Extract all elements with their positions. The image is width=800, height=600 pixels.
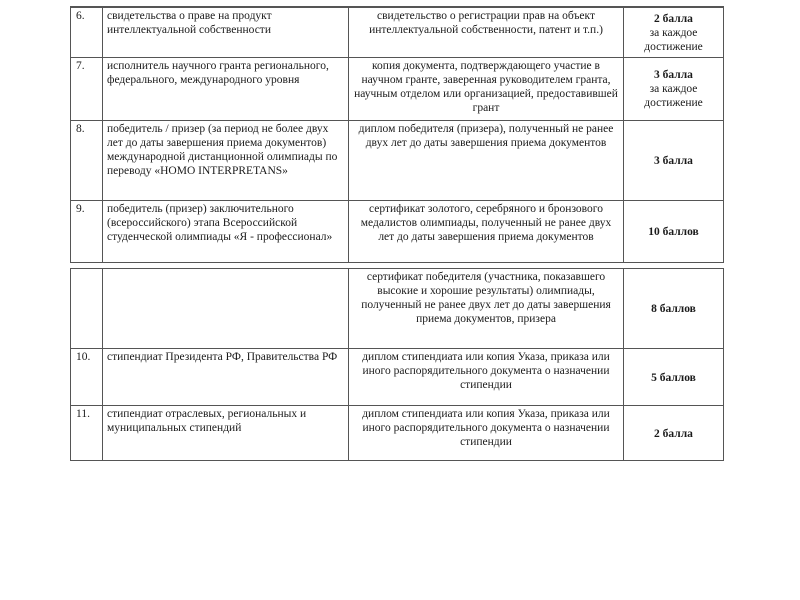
document-cell: диплом победителя (призера), полученный не ранее двух лет до даты завершения приема документов xyxy=(349,120,624,200)
score-cell xyxy=(624,200,724,262)
criteria-table-top xyxy=(70,6,724,263)
score-value: 3 балла xyxy=(654,69,693,81)
score-cell xyxy=(624,269,724,349)
table-row-10 xyxy=(71,349,724,406)
score-cell xyxy=(624,7,724,57)
table-row-11 xyxy=(71,406,724,461)
score-value: 2 балла xyxy=(654,427,693,440)
score-cell xyxy=(624,57,724,120)
criterion-cell: свидетельства о праве на продукт интеллектуальной собственности xyxy=(103,7,349,57)
document-cell: диплом стипендиата или копия Указа, приказа или иного распорядительного документа о назначении стипендии xyxy=(349,349,624,406)
table-row-9 xyxy=(71,200,724,262)
criterion-cell: исполнитель научного гранта регионального, федерального, международного уровня xyxy=(103,57,349,120)
score-cell xyxy=(624,349,724,406)
row-number: 8. xyxy=(71,120,103,200)
criterion-cell xyxy=(103,269,349,349)
document-cell: диплом стипендиата или копия Указа, приказа или иного распорядительного документа о назначении стипендии xyxy=(349,406,624,461)
table-row-7 xyxy=(71,57,724,120)
table-row-8 xyxy=(71,120,724,200)
criterion-cell: победитель (призер) заключительного (всероссийского) этапа Всероссийской студенческой олимпиады «Я - профессионал» xyxy=(103,200,349,262)
row-number: 11. xyxy=(71,406,103,461)
score-cell xyxy=(624,120,724,200)
criterion-cell: стипендиат Президента РФ, Правительства РФ xyxy=(103,349,349,406)
table-row-9-continued xyxy=(71,269,724,349)
score-value: 2 балла xyxy=(654,12,693,25)
criteria-table-bottom xyxy=(70,268,724,461)
row-number xyxy=(71,269,103,349)
document-cell: сертификат золотого, серебряного и бронзового медалистов олимпиады, полученный не ранее двух лет до даты завершения приема документов xyxy=(349,200,624,262)
row-number: 7. xyxy=(71,57,103,120)
score-note: за каждое достижение xyxy=(644,26,703,53)
score-value: 3 балла xyxy=(654,154,693,167)
row-number: 6. xyxy=(71,7,103,57)
score-note: за каждое достижение xyxy=(644,83,703,109)
row-number: 10. xyxy=(71,349,103,406)
criterion-cell: стипендиат отраслевых, региональных и муниципальных стипендий xyxy=(103,406,349,461)
score-value: 8 баллов xyxy=(651,303,696,315)
score-cell xyxy=(624,406,724,461)
criterion-cell: победитель / призер (за период не более двух лет до даты завершения приема документов) международной дистанционной олимпиады по переводу «HOMO INTERPRETANS» xyxy=(103,120,349,200)
row-number: 9. xyxy=(71,200,103,262)
score-value: 5 баллов xyxy=(651,371,696,384)
document-cell: копия документа, подтверждающего участие в научном гранте, заверенная руководителем гранта, научным отделом или организацией, предоставившей грант xyxy=(349,57,624,120)
table-row-6 xyxy=(71,7,724,57)
document-cell: сертификат победителя (участника, показавшего высокие и хорошие результаты) олимпиады, полученный не ранее двух лет до даты завершения приема документов, призера xyxy=(349,269,624,349)
document-cell: свидетельство о регистрации прав на объект интеллектуальной собственности, патент и т.п.) xyxy=(349,7,624,57)
score-value: 10 баллов xyxy=(648,225,699,238)
